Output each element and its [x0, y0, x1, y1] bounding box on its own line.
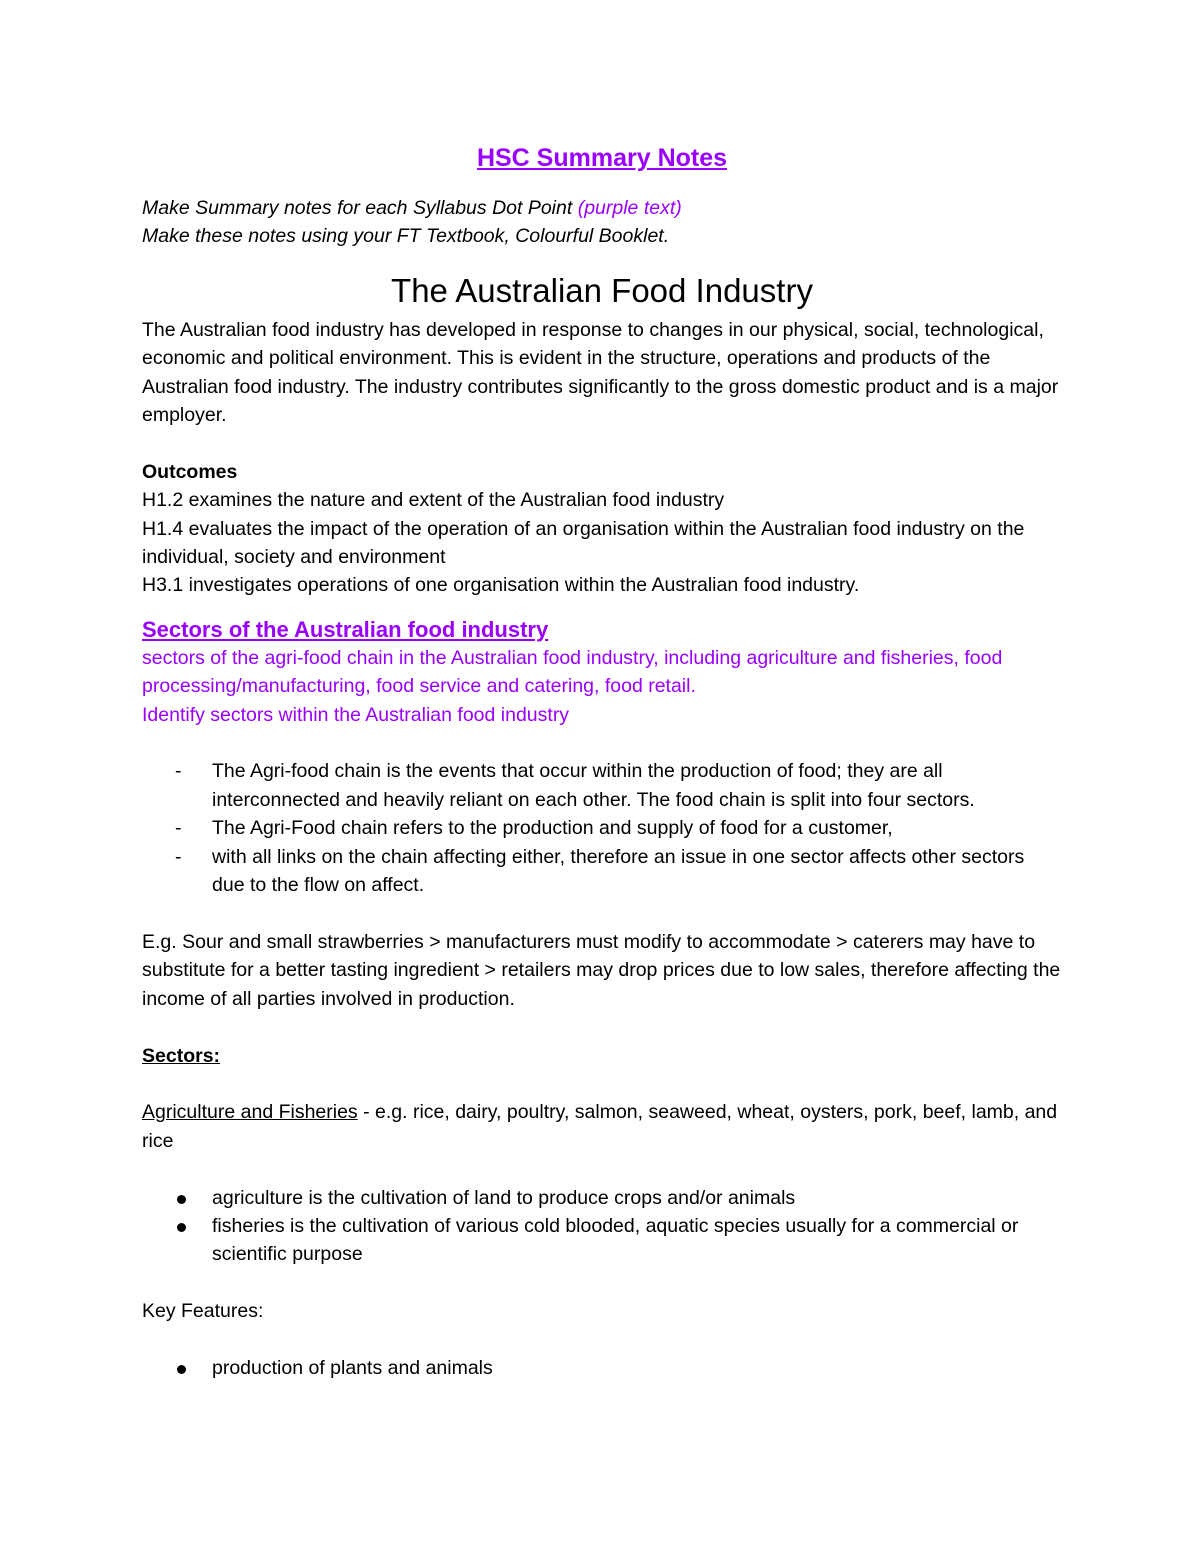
dash-marker: -	[175, 845, 182, 868]
spacer	[142, 1155, 1062, 1183]
agriculture-fisheries-examples: - e.g. rice, dairy, poultry, salmon, seaweed, wheat, oysters, pork, beef, lamb, and rice	[142, 1101, 1058, 1152]
industry-description: The Australian food industry has developed in response to changes in our physical, social, technological, economic and political environment. This is evident in the structure, operations and products of the Australian food industry. The industry contributes significantly to the gross domestic product and is a major employer.	[142, 318, 1059, 427]
intro-purple-note: (purple text)	[577, 197, 682, 219]
spacer	[142, 1269, 1062, 1297]
list-item	[142, 757, 1062, 814]
spacer	[142, 729, 1062, 757]
spacer	[142, 1326, 1062, 1354]
list-item	[142, 1184, 1062, 1212]
key-features-label: Key Features:	[142, 1300, 264, 1323]
intro-block	[142, 194, 1062, 251]
dash-marker: -	[175, 817, 182, 840]
sectors-section-heading: Sectors of the Australian food industry	[142, 616, 549, 642]
doc-title: HSC Summary Notes	[476, 144, 728, 172]
spacer	[142, 429, 1062, 457]
spacer	[142, 900, 1062, 928]
list-item	[142, 814, 1062, 842]
intro-line-1-text: Make Summary notes for each Syllabus Dot Point	[142, 197, 578, 219]
list-item-text: agriculture is the cultivation of land to produce crops and/or animals	[212, 1186, 796, 1209]
document-page	[142, 138, 1062, 1382]
outcome-item: H1.4 evaluates the impact of the operation of an organisation within the Australian food industry on the individual, society and environment	[142, 517, 1025, 569]
agri-definitions-list	[142, 1184, 1062, 1269]
intro-line-1	[142, 194, 1062, 222]
syllabus-dotpoint: sectors of the agri-food chain in the Australian food industry, including agriculture and fisheries, food processing/manufacturing, food service and catering, food retail.	[142, 646, 1003, 698]
outcome-item: H1.2 examines the nature and extent of the Australian food industry	[142, 489, 725, 512]
agriculture-fisheries-line	[142, 1098, 1062, 1155]
outcomes-heading: Outcomes	[142, 460, 238, 483]
list-item	[142, 843, 1062, 900]
list-item-text: The Agri-food chain is the events that occur within the production of food; they are all interconnected and heavily reliant on each other. The food chain is split into four sectors.	[212, 760, 975, 811]
list-item-text: production of plants and animals	[212, 1356, 493, 1379]
identify-dotpoint: Identify sectors within the Australian food industry	[142, 703, 570, 726]
bullet-icon	[177, 1365, 186, 1374]
intro-line-2: Make these notes using your FT Textbook, Colourful Booklet.	[142, 225, 670, 248]
agriculture-fisheries-label: Agriculture and Fisheries	[142, 1101, 358, 1124]
spacer	[142, 1013, 1062, 1041]
list-item-text: The Agri-Food chain refers to the production and supply of food for a customer,	[212, 817, 893, 840]
list-item-text: with all links on the chain affecting either, therefore an issue in one sector affects other sectors due to the flow on affect.	[212, 845, 1025, 897]
dash-marker: -	[175, 760, 182, 783]
list-item-text: fisheries is the cultivation of various cold blooded, aquatic species usually for a commercial or scientific purpose	[212, 1214, 1019, 1266]
agri-food-chain-list	[142, 757, 1062, 899]
key-features-list	[142, 1354, 1062, 1382]
list-item	[142, 1354, 1062, 1382]
outcome-item: H3.1 investigates operations of one organisation within the Australian food industry.	[142, 574, 860, 597]
sectors-heading: Sectors:	[142, 1044, 221, 1067]
spacer	[142, 1070, 1062, 1098]
example-paragraph: E.g. Sour and small strawberries > manufacturers must modify to accommodate > caterers may have to substitute for a better tasting ingredient > retailers may drop prices due to low sales, therefore affecting the income of all parties involved in production.	[142, 930, 1061, 1010]
page-heading: The Australian Food Industry	[391, 271, 813, 309]
bullet-icon	[177, 1195, 186, 1204]
list-item	[142, 1212, 1062, 1269]
bullet-icon	[177, 1223, 186, 1232]
